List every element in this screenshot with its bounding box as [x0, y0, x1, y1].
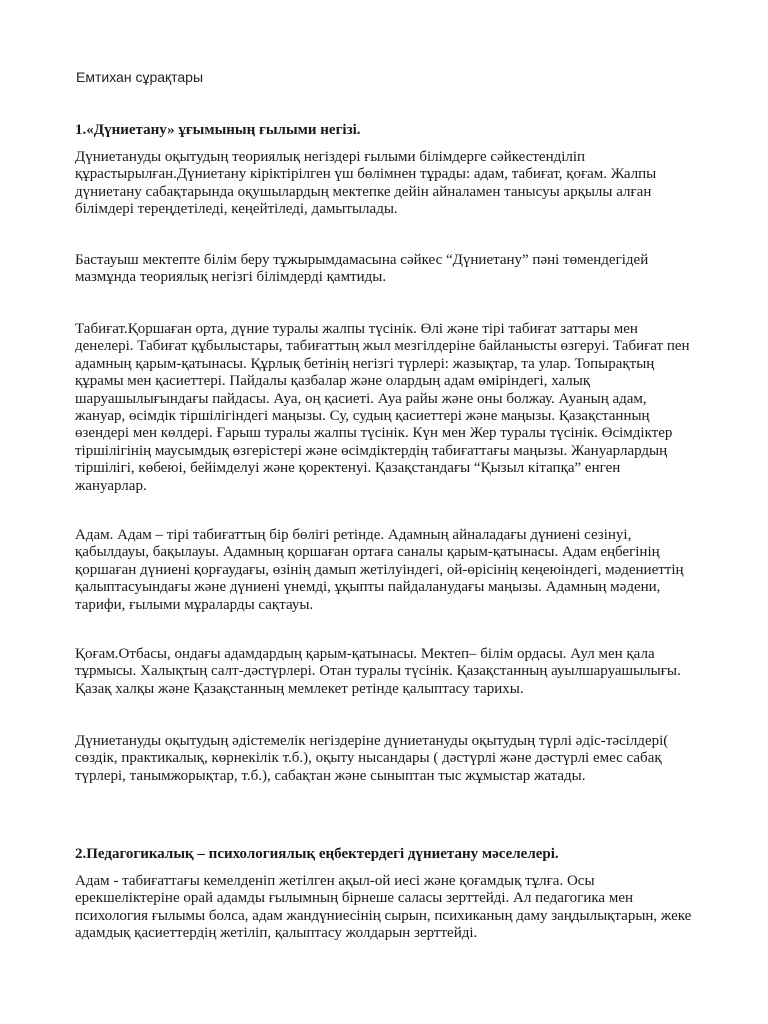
- paragraph-3-nature: [75, 321, 715, 495]
- paragraph-line: тіршілігінің маусымдық өзгерістері және өсімдіктердің табиғаттағы маңызы. Жануарлардың: [75, 442, 668, 459]
- section-heading-2: 2.Педагогикалық – психологиялық еңбектердегі дүниетану мәселелері.: [75, 846, 559, 862]
- paragraph-line: шаруашылығындағы пайдасы. Ауа, оң қасиеті. Ауа райы және оны болжау. Ауаның адам,: [75, 390, 647, 407]
- paragraph-line: Дүниетануды оқытудың теориялық негіздері ғылыми білімдерге сәйкестенділіп: [75, 149, 586, 165]
- paragraph-line: қоршаған дүниені қорғаудағы, өзінің дамып жетілуіндегі, ой-өрісінің кеңеюіндегі, мәдениеттің: [75, 561, 684, 578]
- paragraph-4-human: [75, 527, 715, 614]
- paragraph-line: Бастауыш мектепте білім беру тұжырымдамасына сәйкес “Дүниетану” пәні төмендегідей: [75, 252, 649, 268]
- paragraph-line: денелері. Табиғат құбылыстары, табиғаттың жыл мезгілдеріне байланысты өзгеруі. Табиғат пен: [75, 338, 690, 355]
- paragraph-line: жануар, өсімдік тіршілігіндегі маңызы. Су, судың қасиеттері және маңызы. Қазақстанның: [75, 408, 650, 425]
- paragraph-line: Табиғат.Қоршаған орта, дүние туралы жалпы түсінік. Өлі және тірі табиғат заттары мен: [75, 321, 638, 337]
- paragraph-1: [75, 149, 715, 219]
- paragraph-2: [75, 252, 715, 287]
- paragraph-line: Адам. Адам – тірі табиғаттың бір бөлігі ретінде. Адамның айналадағы дүниені сезінуі,: [75, 527, 632, 543]
- paragraph-line: тұрмысы. Халықтың салт-дәстүрлері. Отан туралы түсінік. Қазақстанның ауылшаруашылығы.: [75, 663, 681, 680]
- paragraph-5-society: [75, 646, 715, 698]
- paragraph-line: Қоғам.Отбасы, ондағы адамдардың қарым-қатынасы. Мектеп– білім ордасы. Аул мен қала: [75, 646, 655, 662]
- paragraph-line: өзендері мен көлдері. Ғарыш туралы жалпы түсінік. Күн мен Жер туралы түсінік. Өсімдіктер: [75, 425, 673, 442]
- paragraph-line: Дүниетануды оқытудың әдістемелік негіздеріне дүниетануды оқытудың түрлі әдіс-тәсілдері(: [75, 733, 669, 749]
- paragraph-line: сөздік, практикалық, көрнекілік т.б.), оқыту нысандары ( дәстүрлі және дәстүрлі емес сабақ: [75, 750, 662, 767]
- paragraph-line: ерекшеліктеріне орай адамды ғылымның бірнеше саласы зерттейді. Ал педагогика мен: [75, 890, 634, 907]
- paragraph-line: тарифи, ғылыми мұраларды сақтауы.: [75, 596, 314, 613]
- paragraph-line: жануарлар.: [75, 477, 147, 494]
- paragraph-line: адамдық қасиеттердің жетіліп, қалыптасу жолдарын зерттейді.: [75, 925, 478, 942]
- paragraph-line: құрастырылған.Дүниетану кіріктірілген үш бөлімнен тұрады: адам, табиғат, қоғам. Жалпы: [75, 166, 657, 183]
- paragraph-line: Адам - табиғаттағы кемелденіп жетілген ақыл-ой иесі және қоғамдық тұлға. Осы: [75, 873, 595, 889]
- paragraph-line: түрлері, танымжорықтар, т.б.), сабақтан және сыныптан тыс жұмыстар жатады.: [75, 767, 586, 784]
- paragraph-line: құрамы мен қасиеттері. Пайдалы қазбалар және олардың адам өміріндегі, халық: [75, 373, 591, 390]
- document-title: Емтихан сұрақтары: [76, 69, 204, 85]
- paragraph-line: дүниетану сабақтарында оқушылардың мектепке дейін айналамен танысуы арқылы алған: [75, 183, 652, 200]
- paragraph-line: қабылдауы, бақылауы. Адамның қоршаған ортаға саналы қарым-қатынасы. Адам еңбегінің: [75, 544, 660, 561]
- paragraph-line: Қазақ халқы және Қазақстанның мемлекет ретінде қалыптасу тарихы.: [75, 680, 524, 697]
- paragraph-line: қалыптасуындағы және дүниені үнемді, ұқыпты пайдаланудағы маңызы. Адамның мәдени,: [75, 579, 661, 596]
- paragraph-line: мазмұнда теориялық негізгі білімдерді қамтиды.: [75, 269, 387, 286]
- paragraph-line: психология ғылымы болса, адам жандүниесінің сырын, психиканың даму заңдылықтарын, жеке: [75, 907, 692, 924]
- paragraph-7: [75, 873, 715, 943]
- paragraph-6-methods: [75, 733, 715, 785]
- paragraph-line: тіршілігі, көбеюі, бейімделуі және қоректенуі. Қазақстандағы “Қызыл кітапқа” енген: [75, 460, 621, 477]
- section-heading-1: 1.«Дүниетану» ұғымының ғылыми негізі.: [75, 122, 361, 138]
- paragraph-line: білімдері тереңдетіледі, кеңейтіледі, дамытылады.: [75, 201, 398, 218]
- paragraph-line: адамның қарым-қатынасы. Құрлық бетінің негізгі түрлері: жазықтар, та улар. Топырақтың: [75, 355, 655, 372]
